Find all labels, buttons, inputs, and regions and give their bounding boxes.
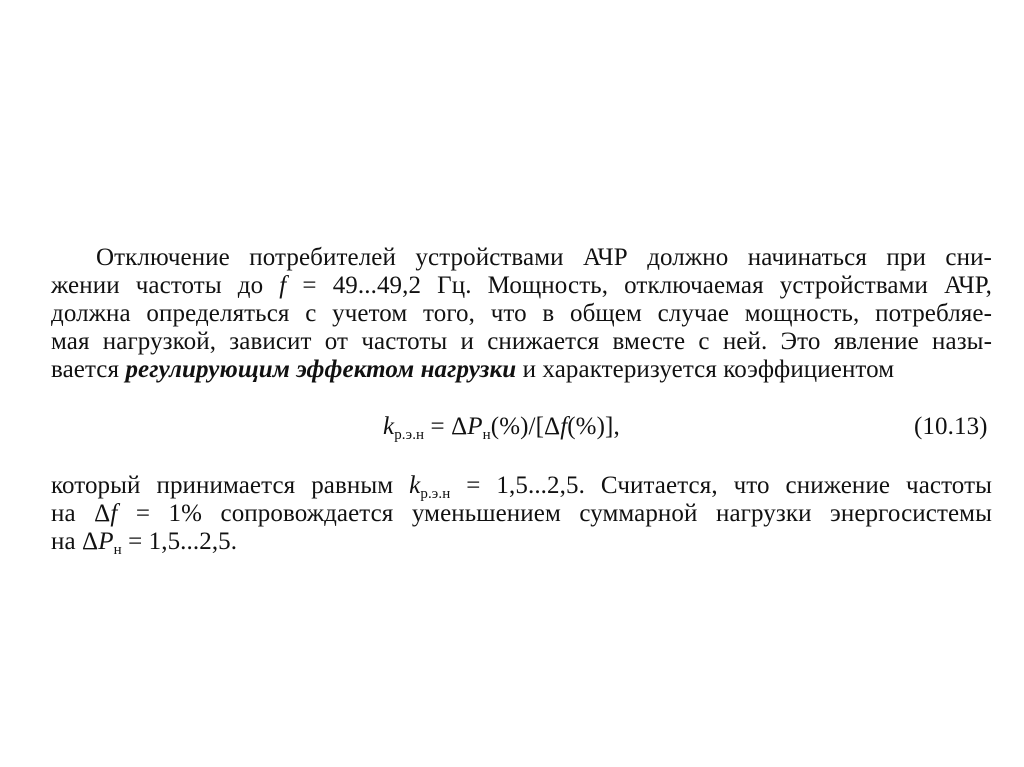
text-segment: который принимается равным [51, 472, 410, 499]
power-symbol: P [98, 528, 114, 555]
paragraph-1-line-2 [51, 271, 992, 301]
frequency-symbol: f [110, 500, 118, 527]
paragraph-1-line-4 [51, 327, 992, 357]
equation-part: (%)], [567, 413, 620, 440]
text-segment: на Δ [51, 528, 99, 555]
paragraph-1-line-5 [51, 355, 894, 385]
frequency-symbol: f [560, 413, 568, 440]
paragraph-2-line-3 [51, 527, 237, 557]
paragraph-2-line-2 [51, 499, 992, 529]
text-segment: жении частоты до [51, 272, 280, 299]
text-segment: = 1,5...2,5. Считается, что снижение частоты [450, 472, 992, 499]
text-segment: мая нагрузкой, зависит от частоты и снижается вместе с ней. Это явление назы- [51, 328, 992, 355]
text-segment: должна определяться с учетом того, что в общем случае мощность, потребляе- [51, 300, 992, 327]
equation-number-text: (10.13) [914, 413, 988, 440]
equation-part: (%)/[Δ [490, 413, 561, 440]
text-segment: и характеризуется коэффициентом [516, 356, 895, 383]
paragraph-2-line-1 [51, 471, 992, 501]
paragraph-1-line-1 [96, 243, 992, 273]
text-segment: Отключение потребителей устройствами АЧР должно начинаться при сни- [96, 244, 992, 271]
coefficient-symbol: k [383, 413, 395, 440]
paragraph-1-line-3 [51, 299, 992, 329]
text-segment: = 1,5...2,5. [121, 528, 238, 555]
coefficient-subscript: р.э.н [394, 427, 425, 443]
defined-term: регулирующим эффектом нагрузки [125, 356, 517, 383]
text-segment: на Δ [51, 500, 111, 527]
text-segment: = 49...49,2 Гц. Мощность, отключаемая устройствами АЧР, [286, 272, 992, 299]
text-segment: = 1% сопровождается уменьшением суммарной нагрузки энергосистемы [117, 500, 992, 527]
text-segment: вается [51, 356, 126, 383]
coefficient-symbol: k [409, 472, 421, 499]
frequency-symbol: f [279, 272, 287, 299]
equation-part: = Δ [424, 413, 468, 440]
equation-number [914, 412, 988, 442]
equation [383, 412, 620, 442]
power-subscript: н [482, 427, 491, 443]
power-subscript: н [113, 542, 122, 558]
coefficient-subscript: р.э.н [420, 486, 451, 502]
power-symbol: P [467, 413, 483, 440]
